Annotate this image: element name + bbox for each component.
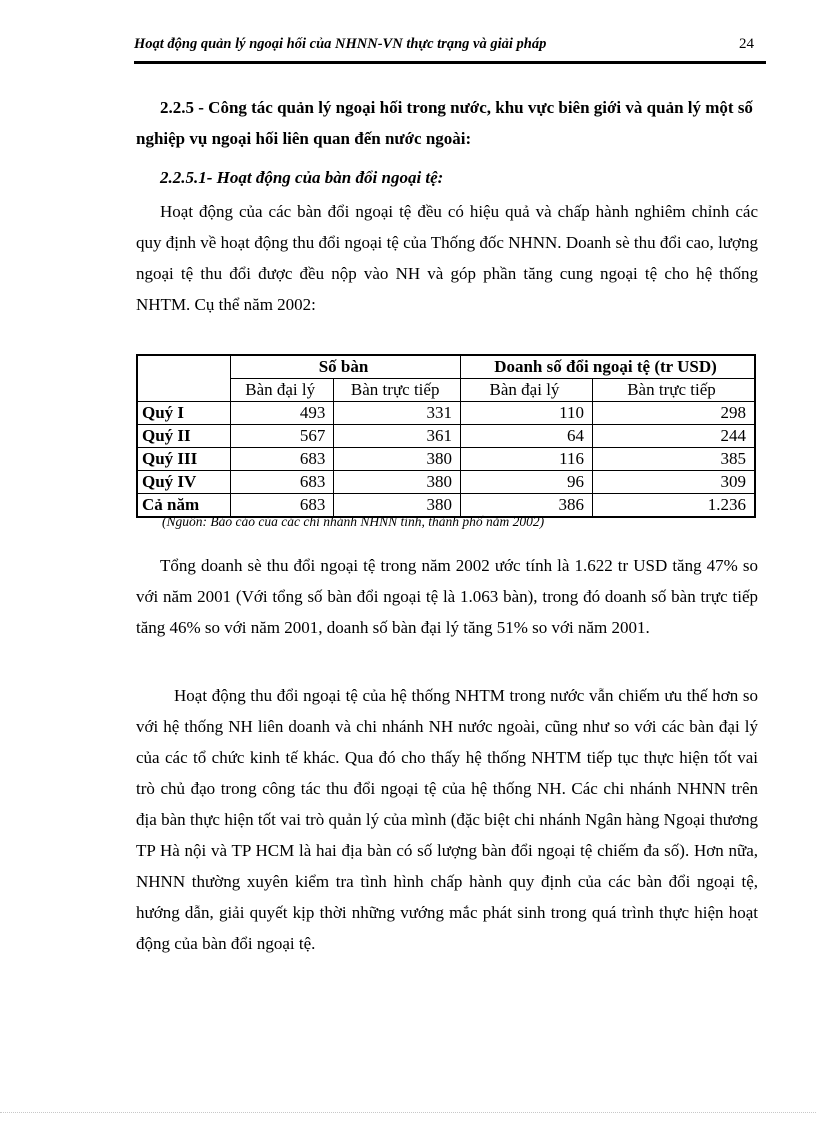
table-row — [137, 471, 755, 494]
footer-divider — [0, 1112, 816, 1113]
table-cell: 298 — [592, 402, 755, 425]
table-cell: 380 — [334, 471, 461, 494]
header-rule — [134, 61, 766, 64]
table-cell: 385 — [592, 448, 755, 471]
sub-header: Bàn trực tiếp — [592, 379, 755, 402]
paragraph-summary: Tổng doanh sè thu đổi ngoại tệ trong năm 2002 ước tính là 1.622 tr USD tăng 47% so với năm 2001 (Với tổng số bàn đổi ngoại tệ là 1.063 bàn), trong đó doanh số bàn trực tiếp tăng 46% so với năm 2001, doanh số bàn đại lý tăng 51% so với năm 2001. — [136, 556, 758, 637]
row-label: Cả năm — [137, 494, 231, 518]
sub-header: Bàn đại lý — [461, 379, 593, 402]
table-row — [137, 402, 755, 425]
page-header — [134, 36, 766, 58]
table-cell: 567 — [231, 425, 334, 448]
table-cell: 493 — [231, 402, 334, 425]
row-label: Quý III — [137, 448, 231, 471]
table-cell: 96 — [461, 471, 593, 494]
header-title: Hoạt động quản lý ngoại hối của NHNN-VN thực trạng và giải pháp — [134, 36, 547, 52]
table-cell: 64 — [461, 425, 593, 448]
table-cell: 331 — [334, 402, 461, 425]
table-row — [137, 448, 755, 471]
subsection-heading: 2.2.5.1- Hoạt động của bàn đổi ngoại tệ: — [160, 168, 444, 187]
table-cell: 683 — [231, 471, 334, 494]
table-row — [137, 425, 755, 448]
row-label: Quý I — [137, 402, 231, 425]
table-cell: 361 — [334, 425, 461, 448]
section-heading: 2.2.5 - Công tác quản lý ngoại hối trong nước, khu vực biên giới và quản lý một số nghiệp vụ ngoại hối liên quan đến nước ngoài: — [136, 98, 753, 148]
table-cell: 116 — [461, 448, 593, 471]
table-cell: 309 — [592, 471, 755, 494]
row-label: Quý II — [137, 425, 231, 448]
table-sub-header-row — [137, 379, 755, 402]
table-cell: 244 — [592, 425, 755, 448]
page-number: 24 — [739, 36, 754, 52]
table-cell: 380 — [334, 494, 461, 518]
row-label: Quý IV — [137, 471, 231, 494]
group-header-doanh-so: Doanh số đổi ngoại tệ (tr USD) — [461, 355, 756, 379]
sub-header: Bàn trực tiếp — [334, 379, 461, 402]
table-cell: 386 — [461, 494, 593, 518]
exchange-desk-table — [136, 354, 756, 518]
intro-paragraph: Hoạt động của các bàn đổi ngoại tệ đều có hiệu quả và chấp hành nghiêm chỉnh các quy định về hoạt động thu đổi ngoại tệ của Thống đốc NHNN. Doanh sè thu đổi cao, lượng ngoại tệ thu đổi được đều nộp vào NH và góp phần tăng cung ngoại tệ cho hệ thống NHTM. Cụ thể năm 2002: — [136, 202, 758, 314]
table-cell: 683 — [231, 494, 334, 518]
table-cell: 110 — [461, 402, 593, 425]
group-header-so-ban: Số bàn — [231, 355, 461, 379]
paragraph-analysis: Hoạt động thu đổi ngoại tệ của hệ thống NHTM trong nước vẫn chiếm ưu thế hơn so với hệ thống NH liên doanh và chi nhánh NH nước ngoài, cũng như so với các bàn đại lý của các tổ chức kinh tế khác. Qua đó cho thấy hệ thống NHTM tiếp tục thực hiện tốt vai trò chủ đạo trong công tác thu đổi ngoại tệ của hệ thống NH. Các chi nhánh NHNN trên địa bàn thực hiện tốt vai trò quản lý của mình (đặc biệt chi nhánh Ngân hàng Ngoại thương TP Hà nội và TP HCM là hai địa bàn có số lượng bàn đổi ngoại tệ chiếm đa số). Hơn nữa, NHNN thường xuyên kiểm tra tình hình chấp hành quy định của các bàn đổi ngoại tệ, hướng dẫn, giải quyết kịp thời những vướng mắc phát sinh trong quá trình thực hiện hoạt động của bàn đổi ngoại tệ. — [136, 686, 758, 953]
table-group-header-row — [137, 355, 755, 379]
sub-header: Bàn đại lý — [231, 379, 334, 402]
table-corner-cell — [137, 355, 231, 402]
table-source-note: (Nguồn: Báo cáo của các chi nhánh NHNN tỉnh, thành phố năm 2002) — [162, 514, 545, 529]
table-cell: 1.236 — [592, 494, 755, 518]
table-cell: 380 — [334, 448, 461, 471]
table-cell: 683 — [231, 448, 334, 471]
